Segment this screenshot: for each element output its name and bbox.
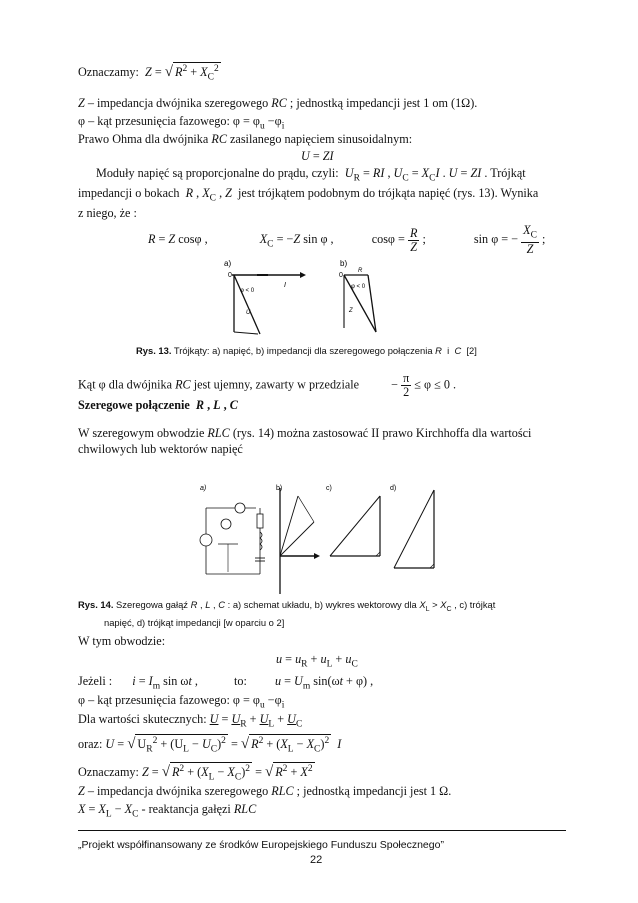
caption-rys13: Rys. 13. Trójkąty: a) napięć, b) impedancji dla szeregowego połączenia R i C [2]: [136, 345, 477, 356]
figure-14a-circuit: [200, 485, 265, 574]
line-impedance-desc-rlc: Z – impedancja dwójnika szeregowego RLC ; jednostką impedancji jest 1 Ω.: [78, 784, 452, 798]
page-number: 22: [310, 854, 323, 866]
line-chwilowych: chwilowych lub wektorów napięć: [78, 442, 243, 456]
line-kirchhoff: W szeregowym obwodzie RLC (rys. 14) można zastosować II prawo Kirchhoffa dla wartości: [78, 426, 532, 440]
svg-text:c): c): [326, 485, 332, 492]
line-rms-values: Dla wartości skutecznych: $U = U_R + U_L + U_C$: [78, 712, 303, 730]
line-impedance-desc: Z – impedancja dwójnika szeregowego RC ; jednostką impedancji jest 1 om (1Ω).: [78, 96, 478, 110]
svg-text:d): d): [390, 485, 397, 492]
svg-text:a): a): [200, 485, 207, 492]
figure-13b-impedance-triangle: [339, 259, 376, 332]
line-wynika: z niego, że :: [78, 206, 137, 220]
line-triangle: impedancji o bokach R , $X_C$ , Z jest trójkątem podobnym do trójkąta napięć (rys. 13). Wynika: [78, 186, 539, 204]
footer-divider: [78, 830, 566, 831]
eq-u-zi: U = ZI: [301, 149, 334, 163]
svg-text:Z: Z: [349, 308, 353, 314]
line-phase-desc: φ – kąt przesunięcia fazowego: $\varphi = \varphi_u -\varphi_i$: [78, 114, 285, 132]
line-reactance: $X = X_L - X_C$ - reaktancja gałęzi RLC: [78, 802, 257, 820]
svg-text:φ < 0: φ < 0: [351, 284, 366, 290]
line-ohm-law: Prawo Ohma dla dwójnika RC zasilanego napięciem sinusoidalnym:: [78, 132, 413, 146]
svg-text:b): b): [276, 485, 283, 492]
line-oznaczamy-2: Oznaczamy: Z = √ $R^2 + (X_L - X_C)^2$ = √ $R^2 + X^2$: [78, 764, 313, 783]
label-oznaczamy: Oznaczamy:: [78, 65, 139, 80]
eq-trig-relations: R = Z cosφ , $X_C = -Z$ sin φ , cosφ = $\frac{R}{Z}$ ; sin φ = − $\frac{X_C}{Z}$ ;: [148, 223, 546, 257]
footer-project: „Projekt współfinansowany ze środków Europejskiego Funduszu Społecznego”: [78, 839, 444, 851]
svg-text:R: R: [358, 268, 363, 274]
eq-impedance-definition: Oznaczamy: Z = √ $R^2 + X_C^2$: [78, 64, 219, 83]
svg-text:0: 0: [339, 272, 343, 279]
svg-text:I: I: [284, 282, 286, 289]
line-jezeli: Jeżeli : $i = I_m$ sin ωt , to: $u = U_m$ sin(ωt + φ) ,: [78, 674, 374, 692]
figure-13a-voltage-triangle: [224, 259, 306, 334]
figure-13-triangles: [222, 258, 412, 338]
caption-rys14-line2: napięć, d) trójkąt impedancji [w oparciu o 2]: [104, 617, 285, 628]
figure-14d-impedance-triangle: [390, 485, 434, 568]
figure-14-rlc: [194, 482, 444, 598]
line-oraz: oraz: U = √ $U_R^2 + (U_L - U_C)^2$ = √ $R^2 + (X_L - X_C)^2$ I: [78, 736, 342, 755]
eq-u-sum: $u = u_R + u_L + u_C$: [276, 652, 358, 670]
caption-rys14: Rys. 14. Szeregowa gałąź R , L , C : a) schemat układu, b) wykres wektorowy dla $X_L > X_C$ , c) trójkąt: [78, 599, 496, 613]
line-phase-desc-2: φ – kąt przesunięcia fazowego: $\varphi = \varphi_u -\varphi_i$: [78, 693, 285, 711]
figure-14c-voltage-triangle: [326, 485, 380, 556]
heading-series: Szeregowe połączenie R , L , C: [78, 398, 238, 412]
svg-text:U: U: [246, 310, 251, 316]
line-angle-range: Kąt φ dla dwójnika RC jest ujemny, zawarty w przedziale − $\frac{\pi}{2}$ ≤ φ ≤ 0 .: [78, 371, 457, 399]
svg-text:b): b): [340, 259, 348, 268]
svg-text:φ < 0: φ < 0: [240, 288, 255, 294]
line-modules: Moduły napięć są proporcjonalne do prądu, czyli: $U_R$ = RI , $U_C = X_CI$ . U = ZI . Trójkąt: [96, 166, 526, 184]
figure-14b-vector-diagram: [276, 485, 320, 594]
fig13a-label: a): [224, 259, 232, 268]
svg-text:0: 0: [228, 272, 232, 279]
line-tym-obwodzie: W tym obwodzie:: [78, 634, 166, 648]
